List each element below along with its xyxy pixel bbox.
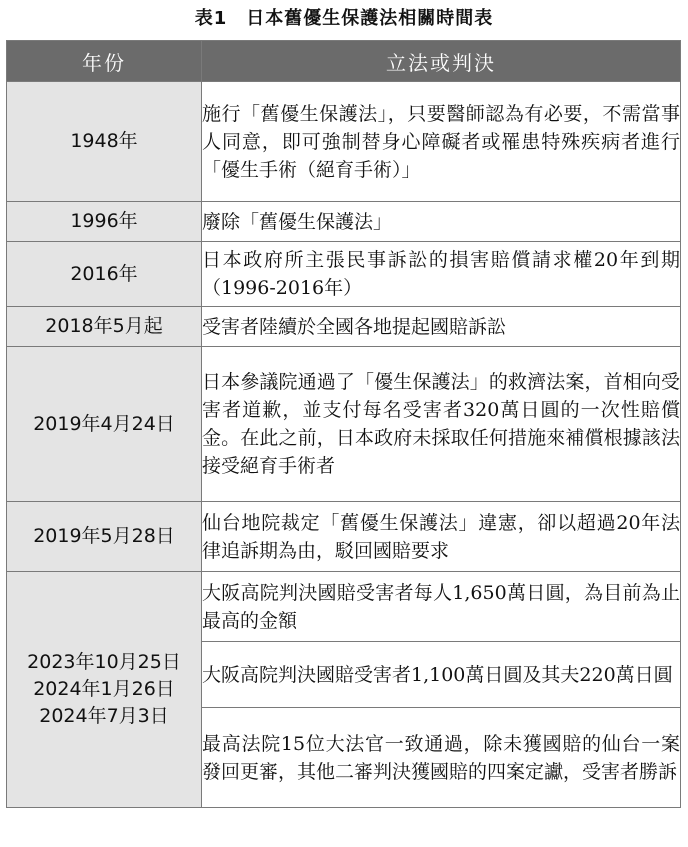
event-cell: 大阪高院判決國賠受害者1,100萬日圓及其夫220萬日圓 bbox=[202, 642, 681, 708]
table-header-row bbox=[7, 41, 681, 82]
event-cell: 最高法院15位大法官一致通過，除未獲國賠的仙台一案發回更審，其他二審判決獲國賠的四案定讞，受害者勝訴 bbox=[202, 708, 681, 808]
year-line: 2024年1月26日 bbox=[33, 678, 175, 700]
table-caption: 表1 日本舊優生保護法相關時間表 bbox=[194, 8, 494, 29]
year-line: 2024年7月3日 bbox=[39, 705, 169, 727]
header-event: 立法或判決 bbox=[202, 41, 681, 82]
event-cell: 日本政府所主張民事訴訟的損害賠償請求權20年到期（1996-2016年） bbox=[202, 242, 681, 307]
year-cell: 2018年5月起 bbox=[7, 307, 202, 347]
year-cell-group bbox=[7, 572, 202, 808]
table-row bbox=[7, 242, 681, 307]
event-cell: 日本參議院通過了「優生保護法」的救濟法案，首相向受害者道歉，並支付每名受害者320萬日圓的一次性賠償金。在此之前，日本政府未採取任何措施來補償根據該法接受絕育手術者 bbox=[202, 347, 681, 502]
timeline-table bbox=[6, 40, 681, 808]
event-cell: 受害者陸續於全國各地提起國賠訴訟 bbox=[202, 307, 681, 347]
year-cell: 1996年 bbox=[7, 202, 202, 242]
table-row bbox=[7, 82, 681, 202]
year-line: 2023年10月25日 bbox=[27, 651, 181, 673]
table-row bbox=[7, 202, 681, 242]
year-cell: 2016年 bbox=[7, 242, 202, 307]
year-cell: 1948年 bbox=[7, 82, 202, 202]
event-cell: 廢除「舊優生保護法」 bbox=[202, 202, 681, 242]
table-row bbox=[7, 572, 681, 642]
event-cell: 施行「舊優生保護法」，只要醫師認為有必要，不需當事人同意，即可強制替身心障礙者或罹患特殊疾病者進行「優生手術（絕育手術）」 bbox=[202, 82, 681, 202]
table-row bbox=[7, 502, 681, 572]
event-cell: 仙台地院裁定「舊優生保護法」違憲，卻以超過20年法律追訴期為由，駁回國賠要求 bbox=[202, 502, 681, 572]
year-cell: 2019年5月28日 bbox=[7, 502, 202, 572]
header-year: 年份 bbox=[7, 41, 202, 82]
table-row bbox=[7, 347, 681, 502]
event-cell: 大阪高院判決國賠受害者每人1,650萬日圓，為目前為止最高的金額 bbox=[202, 572, 681, 642]
year-cell: 2019年4月24日 bbox=[7, 347, 202, 502]
table-row bbox=[7, 307, 681, 347]
